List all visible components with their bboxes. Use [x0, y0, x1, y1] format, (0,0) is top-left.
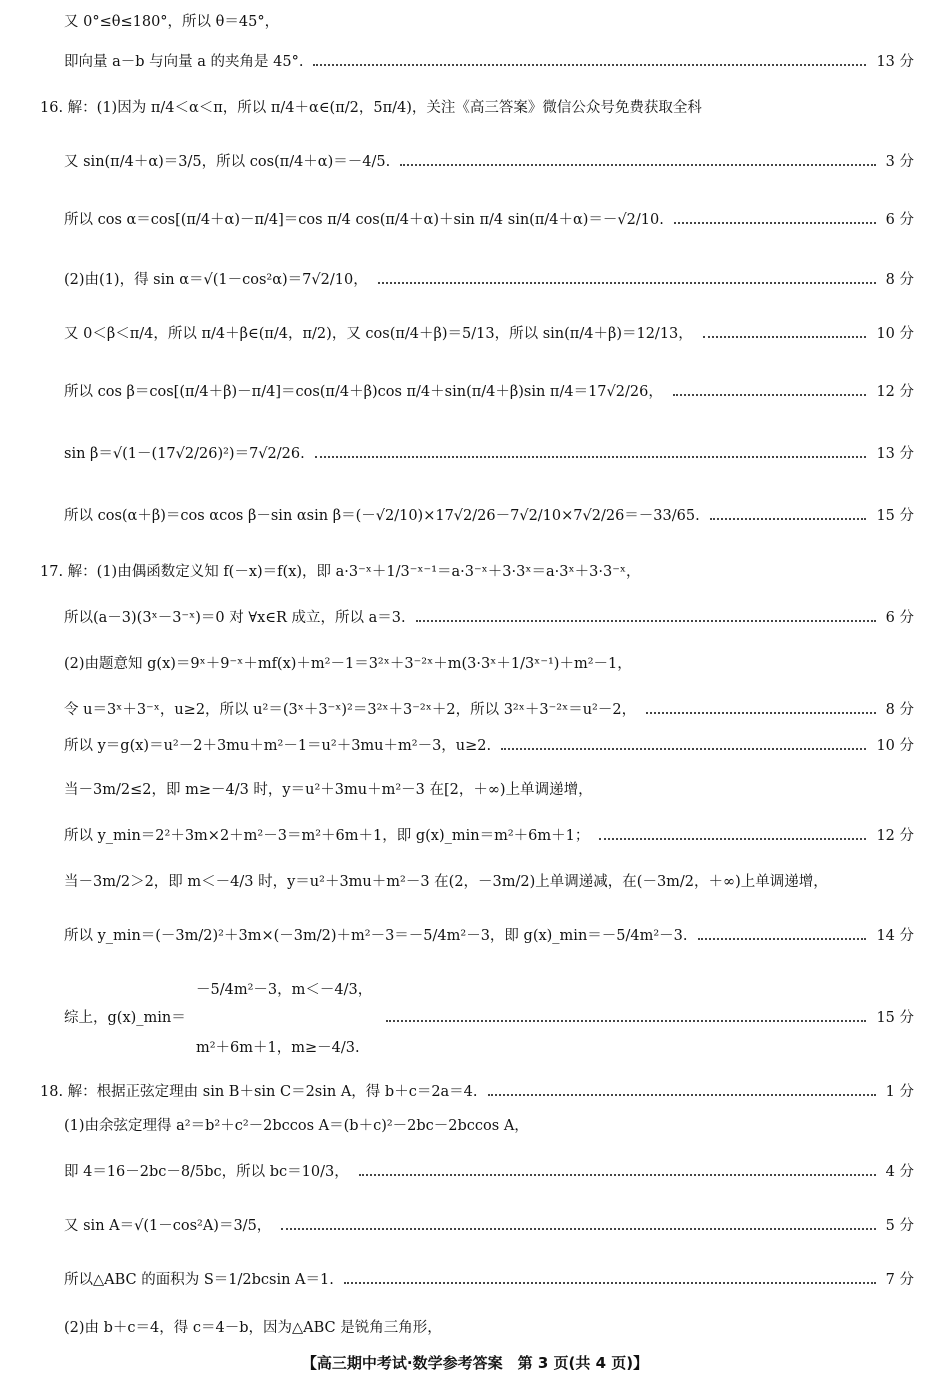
leader-dots [378, 282, 876, 284]
line-text: 又 0°≤θ≤180°，所以 θ＝45°， [64, 14, 280, 30]
score: 15 分 [876, 508, 914, 524]
line-text: 又 0＜β＜π/4，所以 π/4＋β∈(π/4，π/2)，又 cos(π/4＋β)＝5/13，所以 sin(π/4＋β)＝12/13， [64, 326, 693, 342]
line-text: －5/4m²－3，m＜－4/3， [196, 982, 373, 998]
line-12 [0, 606, 950, 627]
line-text: 所以 y_min＝2²＋3m×2＋m²－3＝m²＋6m＋1，即 g(x)_min＝m²＋6m＋1； [64, 828, 590, 844]
score: 7 分 [885, 1272, 914, 1288]
line-text: 16. 解：(1)因为 π/4＜α＜π，所以 π/4＋α∈(π/2，5π/4)，关注《高三答案》微信公众号免费获取全科 [40, 100, 702, 116]
leader-dots [673, 394, 867, 396]
leader-dots [703, 336, 867, 338]
line-6 [0, 268, 950, 289]
line-13 [0, 652, 950, 673]
line-text: 所以 y＝g(x)＝u²－2＋3mu＋m²－1＝u²＋3mu＋m²－3，u≥2. [64, 738, 492, 754]
line-8 [0, 380, 950, 401]
line-text: 又 sin A＝√(1－cos²A)＝3/5， [64, 1218, 272, 1234]
line-1 [0, 10, 950, 31]
line-text: 当－3m/2≤2，即 m≥－4/3 时，y＝u²＋3mu＋m²－3 在[2，＋∞)上单调递增， [64, 782, 593, 798]
line-9 [0, 442, 950, 463]
leader-dots [698, 938, 867, 940]
line-text: 令 u＝3ˣ＋3⁻ˣ，u≥2，所以 u²＝(3ˣ＋3⁻ˣ)²＝3²ˣ＋3⁻²ˣ＋2，所以 3²ˣ＋3⁻²ˣ＝u²－2， [64, 702, 637, 718]
score: 6 分 [885, 610, 914, 626]
line-27 [0, 1268, 950, 1289]
line-text: sin β＝√(1－(17√2/26)²)＝7√2/26. [64, 446, 305, 462]
line-text: 所以 y_min＝(－3m/2)²＋3m×(－3m/2)＋m²－3＝－5/4m²－3，即 g(x)_min＝－5/4m²－3. [64, 928, 688, 944]
score: 15 分 [876, 1010, 914, 1026]
line-4 [0, 150, 950, 171]
line-26 [0, 1214, 950, 1235]
score: 10 分 [876, 326, 914, 342]
score: 3 分 [885, 154, 914, 170]
score: 8 分 [885, 272, 914, 288]
line-text: 所以△ABC 的面积为 S＝1/2bcsin A＝1. [64, 1272, 334, 1288]
leader-dots [501, 748, 866, 750]
leader-dots [599, 838, 866, 840]
leader-dots [386, 1020, 867, 1022]
leader-dots [416, 620, 876, 622]
line-25 [0, 1160, 950, 1181]
line-text: 又 sin(π/4＋α)＝3/5，所以 cos(π/4＋α)＝－4/5. [64, 154, 391, 170]
line-5 [0, 208, 950, 229]
score: 14 分 [876, 928, 914, 944]
line-16 [0, 778, 950, 799]
line-3 [0, 96, 950, 117]
score: 13 分 [876, 54, 914, 70]
line-19 [0, 924, 950, 945]
leader-dots [400, 164, 875, 166]
line-2 [0, 50, 950, 71]
line-21 [0, 1006, 950, 1027]
leader-dots [344, 1282, 876, 1284]
line-text: 所以 cos α＝cos[(π/4＋α)－π/4]＝cos π/4 cos(π/4＋α)＋sin π/4 sin(π/4＋α)＝－√2/10. [64, 212, 664, 228]
score: 6 分 [885, 212, 914, 228]
line-text: (2)由(1)，得 sin α＝√(1－cos²α)＝7√2/10， [64, 272, 368, 288]
line-text: 所以 cos(α＋β)＝cos αcos β－sin αsin β＝(－√2/10)×17√2/26－7√2/10×7√2/26＝－33/65. [64, 508, 700, 524]
line-text: (2)由题意知 g(x)＝9ˣ＋9⁻ˣ＋mf(x)＋m²－1＝3²ˣ＋3⁻²ˣ＋m(3·3ˣ＋1/3ˣ⁻¹)＋m²－1， [64, 656, 632, 672]
line-14 [0, 698, 950, 719]
line-10 [0, 504, 950, 525]
line-text: 即向量 a－b 与向量 a 的夹角是 45°. [64, 54, 304, 70]
leader-dots [315, 456, 867, 458]
line-text: 综上，g(x)_min＝ [64, 1010, 186, 1026]
line-text: 17. 解：(1)由偶函数定义知 f(－x)＝f(x)，即 a·3⁻ˣ＋1/3⁻ˣ⁻¹＝a·3⁻ˣ＋3·3ˣ＝a·3ˣ＋3·3⁻ˣ， [40, 564, 641, 580]
line-text: (1)由余弦定理得 a²＝b²＋c²－2bccos A＝(b＋c)²－2bc－2bccos A， [64, 1118, 529, 1134]
page-footer [0, 1352, 950, 1373]
line-20 [0, 978, 950, 999]
line-7 [0, 322, 950, 343]
footer-text: 【高三期中考试·数学参考答案 第 3 页(共 4 页)】 [301, 1354, 649, 1372]
line-23 [0, 1080, 950, 1101]
line-18 [0, 870, 950, 891]
leader-dots [313, 64, 866, 66]
leader-dots [710, 518, 867, 520]
line-text: 所以(a－3)(3ˣ－3⁻ˣ)＝0 对 ∀x∈R 成立，所以 a＝3. [64, 610, 406, 626]
score: 12 分 [876, 828, 914, 844]
leader-dots [488, 1094, 876, 1096]
line-text: 所以 cos β＝cos[(π/4＋β)－π/4]＝cos(π/4＋β)cos π/4＋sin(π/4＋β)sin π/4＝17√2/26， [64, 384, 663, 400]
score: 4 分 [885, 1164, 914, 1180]
line-text: 当－3m/2＞2，即 m＜－4/3 时，y＝u²＋3mu＋m²－3 在(2，－3m/2)上单调递减，在(－3m/2，＋∞)上单调递增， [64, 874, 828, 890]
score: 12 分 [876, 384, 914, 400]
score: 10 分 [876, 738, 914, 754]
line-28 [0, 1316, 950, 1337]
line-17 [0, 824, 950, 845]
line-15 [0, 734, 950, 755]
line-text: 18. 解：根据正弦定理由 sin B＋sin C＝2sin A，得 b＋c＝2a＝4. [40, 1084, 478, 1100]
line-22 [0, 1036, 950, 1057]
score: 1 分 [885, 1084, 914, 1100]
leader-dots [281, 1228, 875, 1230]
leader-dots [359, 1174, 876, 1176]
line-24 [0, 1114, 950, 1135]
leader-dots [674, 222, 876, 224]
score: 13 分 [876, 446, 914, 462]
line-text: m²＋6m＋1，m≥－4/3. [196, 1040, 360, 1056]
line-11 [0, 560, 950, 581]
line-text: 即 4＝16－2bc－8/5bc，所以 bc＝10/3， [64, 1164, 349, 1180]
leader-dots [646, 712, 876, 714]
score: 8 分 [885, 702, 914, 718]
score: 5 分 [885, 1218, 914, 1234]
line-text: (2)由 b＋c＝4，得 c＝4－b，因为△ABC 是锐角三角形， [64, 1320, 442, 1336]
